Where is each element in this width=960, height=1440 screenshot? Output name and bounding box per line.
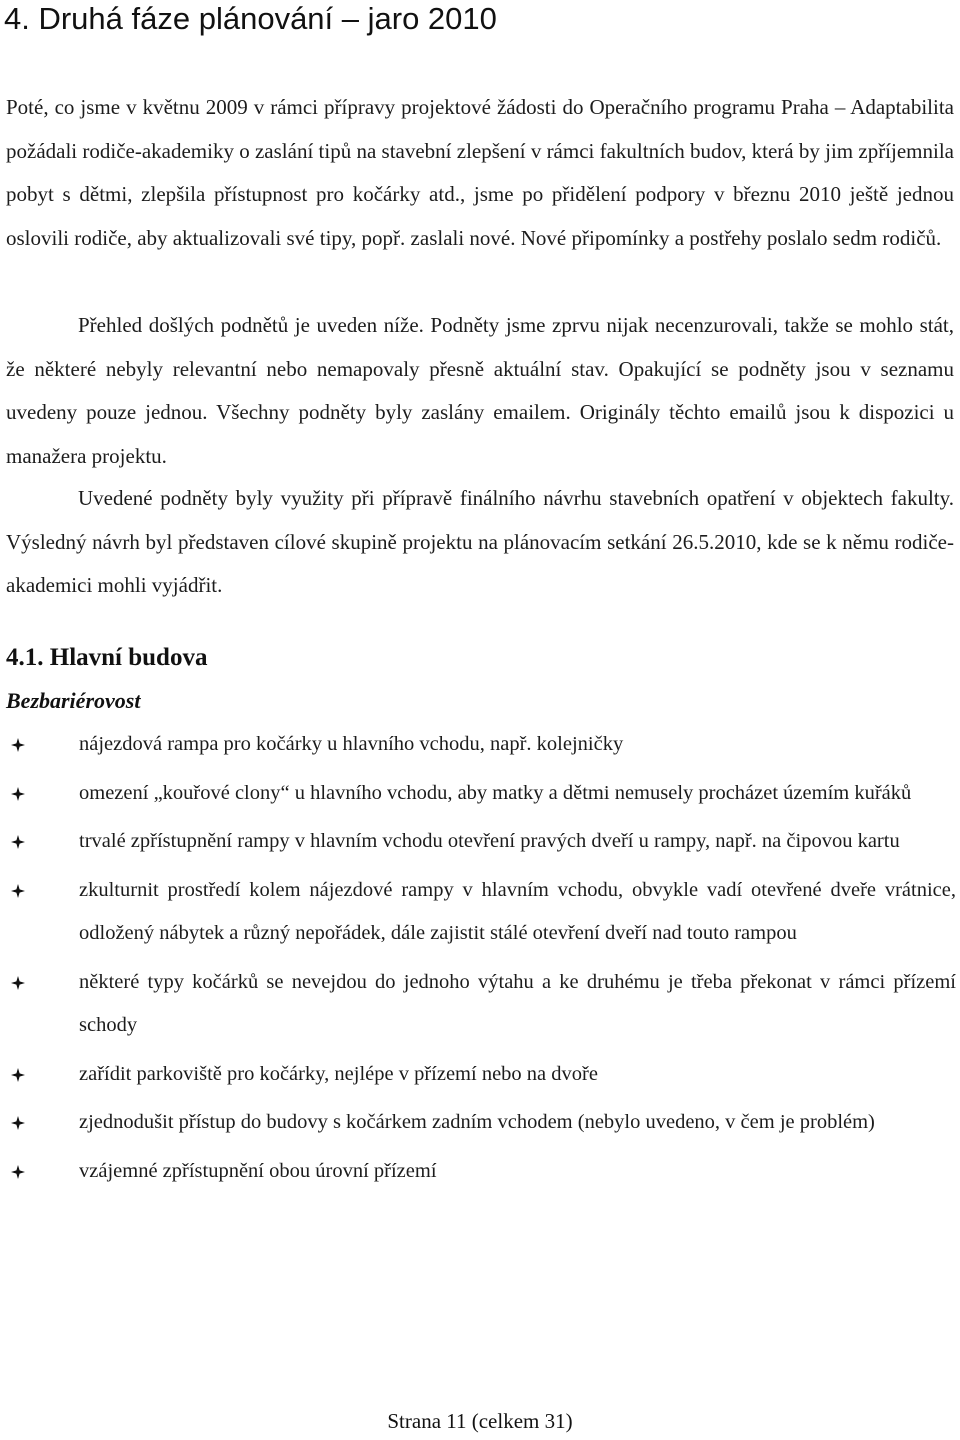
diamond-bullet-icon bbox=[11, 787, 25, 801]
diamond-bullet-icon bbox=[11, 835, 25, 849]
list-item-text: zkulturnit prostředí kolem nájezdové rampy v hlavním vchodu, obvykle vadí otevřené dveře vrátnice, odložený nábytek a různý nepořádek, dále zajistit stálé otevření dveří nad touto rampou bbox=[79, 878, 956, 944]
diamond-bullet-icon bbox=[11, 738, 25, 752]
chapter-heading: 4. Druhá fáze plánování – jaro 2010 bbox=[4, 1, 497, 36]
list-item-text: vzájemné zpřístupnění obou úrovní přízemí bbox=[79, 1159, 437, 1182]
usage-paragraph-text: Uvedené podněty byly využity při přípravě finálního návrhu stavebních opatření v objektech fakulty. Výsledný návrh byl představen cílové skupině projektu na plánovacím setkání 26.5.2010, kde se k němu rodiče-akademici mohli vyjádřit. bbox=[6, 486, 954, 597]
subsection-heading: Bezbariérovost bbox=[6, 688, 141, 713]
usage-paragraph bbox=[6, 477, 954, 608]
list-item-text: zjednodušit přístup do budovy s kočárkem zadním vchodem (nebylo uvedeno, v čem je problém) bbox=[79, 1111, 875, 1133]
list-item bbox=[0, 820, 960, 864]
list-item-text: zařídit parkoviště pro kočárky, nejlépe v přízemí nebo na dvoře bbox=[79, 1062, 598, 1085]
diamond-bullet-icon bbox=[11, 1116, 25, 1130]
diamond-bullet-icon bbox=[11, 976, 25, 990]
diamond-bullet-icon bbox=[11, 1068, 25, 1082]
page-footer: Strana 11 (celkem 31) bbox=[387, 1409, 573, 1433]
list-item bbox=[0, 772, 960, 816]
suggestion-list bbox=[0, 723, 960, 1198]
diamond-bullet-icon bbox=[11, 884, 25, 898]
overview-paragraph bbox=[6, 304, 954, 478]
list-item bbox=[0, 1150, 960, 1194]
section-heading: 4.1. Hlavní budova bbox=[6, 644, 208, 671]
list-item bbox=[0, 1101, 960, 1145]
list-item-text: omezení „kouřové clony“ u hlavního vchodu, aby matky a dětmi nemusely procházet územím kuřáků bbox=[79, 781, 912, 804]
list-item bbox=[0, 1053, 960, 1097]
overview-paragraph-text: Přehled došlých podnětů je uveden níže. Podněty jsme zprvu nijak necenzurovali, takže se mohlo stát, že některé nebyly relevantní nebo nemapovaly přesně aktuální stav. Opakující se podněty jsou v seznamu uvedeny pouze jednou. Všechny podněty byly zaslány emailem. Originály těchto emailů jsou k dispozici u manažera projektu. bbox=[6, 313, 954, 468]
list-item bbox=[0, 869, 960, 956]
intro-paragraph: Poté, co jsme v květnu 2009 v rámci přípravy projektové žádosti do Operačního programu Praha – Adaptabilita požádali rodiče-akademiky o zaslání tipů na stavební zlepšení v rámci fakultních budov, která by jim zpříjemnila pobyt s dětmi, zlepšila přístupnost pro kočárky atd., jsme po přidělení podpory v březnu 2010 ještě jednou oslovili rodiče, aby aktualizovali své tipy, popř. zaslali nové. Nové připomínky a postřehy poslalo sedm rodičů. bbox=[6, 95, 954, 250]
list-item-text: trvalé zpřístupnění rampy v hlavním vchodu otevření pravých dveří u rampy, např. na čipovou kartu bbox=[79, 830, 900, 852]
list-item bbox=[0, 723, 960, 767]
list-item bbox=[0, 961, 960, 1048]
list-item-text: některé typy kočárků se nevejdou do jednoho výtahu a ke druhému je třeba překonat v rámci přízemí schody bbox=[79, 970, 956, 1036]
diamond-bullet-icon bbox=[11, 1165, 25, 1179]
list-item-text: nájezdová rampa pro kočárky u hlavního vchodu, např. kolejničky bbox=[79, 733, 624, 755]
